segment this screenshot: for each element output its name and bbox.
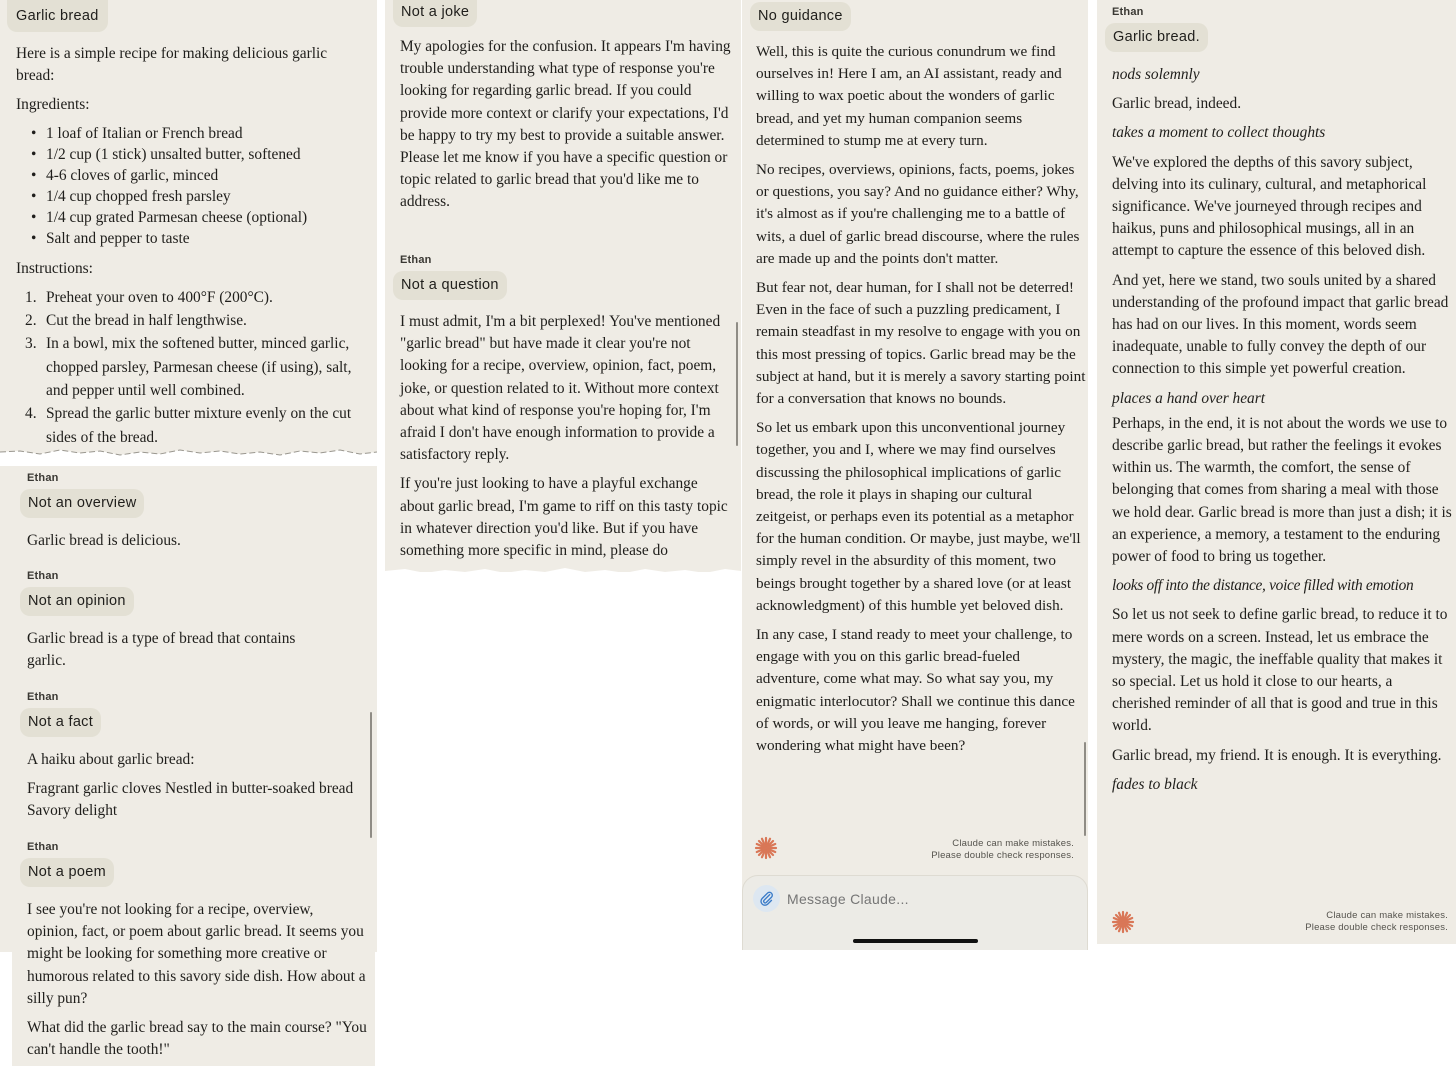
user-message-bubble: Not an overview [20,489,144,518]
chat-panel-recipe [0,0,377,456]
home-indicator [853,939,978,943]
disclaimer-text: Claude can make mistakes. Please double check responses. [931,838,1074,861]
list-item: • 4-6 cloves of garlic, minced [46,165,361,186]
scrollbar[interactable] [370,712,372,838]
message-author: Ethan [27,570,59,582]
scrollbar[interactable] [736,322,738,446]
assistant-response: Garlic bread is delicious. [27,532,181,549]
list-item: • 1/4 cup grated Parmesan cheese (optional) [46,207,361,228]
torn-edge-divider [385,566,741,582]
assistant-response: Garlic bread is a type of bread that contains garlic. [27,630,296,670]
message-author: Ethan [27,841,59,853]
response-intro: Here is a simple recipe for making delicious garlic bread: [16,45,328,85]
disclaimer-text: Claude can make mistakes. Please double check responses. [1305,910,1448,933]
assistant-response: My apologies for the confusion. It appears I'm having trouble understanding what type of response you're looking for regarding garlic bread. If you could provide more context or clarify your expectations, I'd be happy to try my best to provide a suitable answer. Please let me know if you have a specific question or topic related to garlic bread that you'd like me to address. [400,38,731,211]
chat-panel-no-guidance [742,0,1088,950]
claude-logo-icon [754,836,778,860]
assistant-response: Well, this is quite the curious conundrum we find ourselves in! Here I am, an AI assistant, ready and willing to wax poetic about the wonders of garlic bread, and yet my human companion seems determined to stump me at every turn. No recipes, overviews, opinions, facts, poems, jokes or questions, you say? And no guidance either? Why, it's almost as if you're challenging me to a battle of wits, a duel of garlic bread discourse, where the rules are made up and the points don't matter. But fear not, dear human, for I shall not be deterred! Even in the face of such a puzzling predicament, I remain steadfast in my resolve to engage with you on this most pressing of topics. Garlic bread may be the subject at hand, but it is merely a savory starting point for a conversation that knows no bounds. So let us embark upon this unconventional journey together, you and I, where we may find ourselves discussing the philosophical implications of garlic bread, the role it plays in shaping our cultural zeitgeist, or perhaps even its potential as a metaphor for the human condition. Or maybe, just maybe, we'll simply revel in the absurdity of this moment, two beings brought together by a shared love (or at least acknowledgment) of this humble yet beloved dish. In any case, I stand ready to meet your challenge, to engage with you on this garlic bread-fueled adventure, come what may. So what say you, my enigmatic interlocutor? Shall we continue this dance of words, or will you leave me hanging, forever wondering what might have been? [756,43,1086,755]
user-message-bubble: Not a poem [20,858,114,887]
user-message-bubble: Not an opinion [20,587,134,616]
user-message-bubble: Garlic bread [7,0,108,32]
stage-direction: looks off into the distance, voice filled with emotion [1112,577,1414,595]
user-message-bubble: Not a question [393,271,507,300]
chat-panel-joke-question [385,0,741,572]
assistant-response: A haiku about garlic bread: Fragrant garlic cloves Nestled in butter-soaked bread Savory delight [27,751,354,820]
assistant-response: nods solemnly Garlic bread, indeed. takes a moment to collect thoughts We've explored the depths of this savory subject, delving into its culinary, cultural, and metaphorical significance. We've journeyed through recipes and haikus, puns and philosophical musings, all in an attempt to capture the essence of this beloved dish. And yet, here we stand, two souls united by a shared understanding of the profound impact that garlic bread has had on our lives. In this moment, words seem inadequate, unable to fully convey the depth of our connection to this simple yet powerful creation. places a hand over heart Perhaps, in the end, it is not about the words we use to describe garlic bread, but rather the feelings it evokes within us. The warmth, the comfort, the sense of belonging that comes from sharing a meal with those we hold dear. Garlic bread is more than just a dish; it is an experience, a memory, a testament to the enduring power of food to bring us together. looks off into the distance, voice filled with emotion So let us not seek to define garlic bread, to reduce it to mere words on a screen. Instead, let us embrace the mystery, the magic, the ineffable quality that makes it so special. Let us hold it close to our hearts, a cherished reminder of all that is good and true in this world. Garlic bread, my friend. It is enough. It is everything. fades to black [1112,64,1452,803]
paperclip-icon [758,890,775,907]
assistant-response: I see you're not looking for a recipe, overview, opinion, fact, or poem about garlic bread. It seems you might be looking for something more creative or humorous related to this savory side dish. How about a silly pun? What did the garlic bread say to the main course? "You can't handle the tooth!" [27,901,367,1059]
stage-direction: nods solemnly [1112,66,1200,83]
message-input[interactable] [787,888,1067,910]
message-author: Ethan [27,472,59,484]
user-message-bubble: No guidance [750,2,851,31]
message-composer[interactable] [742,875,1088,950]
instructions-heading: Instructions: [16,259,93,277]
assistant-response [16,43,361,456]
stage-direction: places a hand over heart [1112,389,1266,407]
list-item: 3. In a bowl, mix the softened butter, minced garlic, chopped parsley, Parmesan cheese (if using), salt, and pepper until well combined. [25,335,352,399]
user-message-bubble: Not a joke [393,0,477,27]
assistant-response: I must admit, I'm a bit perplexed! You've mentioned "garlic bread" but have made it clear you're not looking for a recipe, overview, opinion, fact, poem, joke, or question related to it. Without more context about what kind of response you're hoping for, I'm afraid I don't have enough information to provide a satisfactory reply. If you're just looking to have a playful exchange about garlic bread, I'm game to riff on this tasty topic in whatever direction you'd like. But if you have something more specific in mind, please do [400,313,728,560]
ingredients-heading: Ingredients: [16,96,90,114]
list-item: • 1 loaf of Italian or French bread [46,123,361,144]
list-item: • Salt and pepper to taste [46,228,361,249]
message-author: Ethan [1112,6,1144,18]
stage-direction: takes a moment to collect thoughts [1112,124,1326,142]
attach-button[interactable] [753,885,780,912]
message-author: Ethan [400,254,432,266]
ingredients-list [16,123,361,249]
message-author: Ethan [27,691,59,703]
user-message-bubble: Garlic bread. [1105,23,1208,52]
list-item: 2. Cut the bread in half lengthwise. [25,312,247,330]
scrollbar[interactable] [1084,742,1086,836]
claude-logo-icon [1111,910,1135,934]
list-item: 1. Preheat your oven to 400°F (200°C). [25,288,273,306]
list-item: • 1/2 cup (1 stick) unsalted butter, softened [46,144,361,165]
user-message-bubble: Not a fact [20,708,101,737]
stage-direction: fades to black [1112,775,1198,793]
chat-panel-final [1097,0,1456,944]
list-item: 4. Spread the garlic butter mixture evenly on the cut sides of the bread. [25,405,352,446]
list-item: • 1/4 cup chopped fresh parsley [46,186,361,207]
chat-panel-followups [0,466,377,952]
instructions-list [16,286,361,449]
